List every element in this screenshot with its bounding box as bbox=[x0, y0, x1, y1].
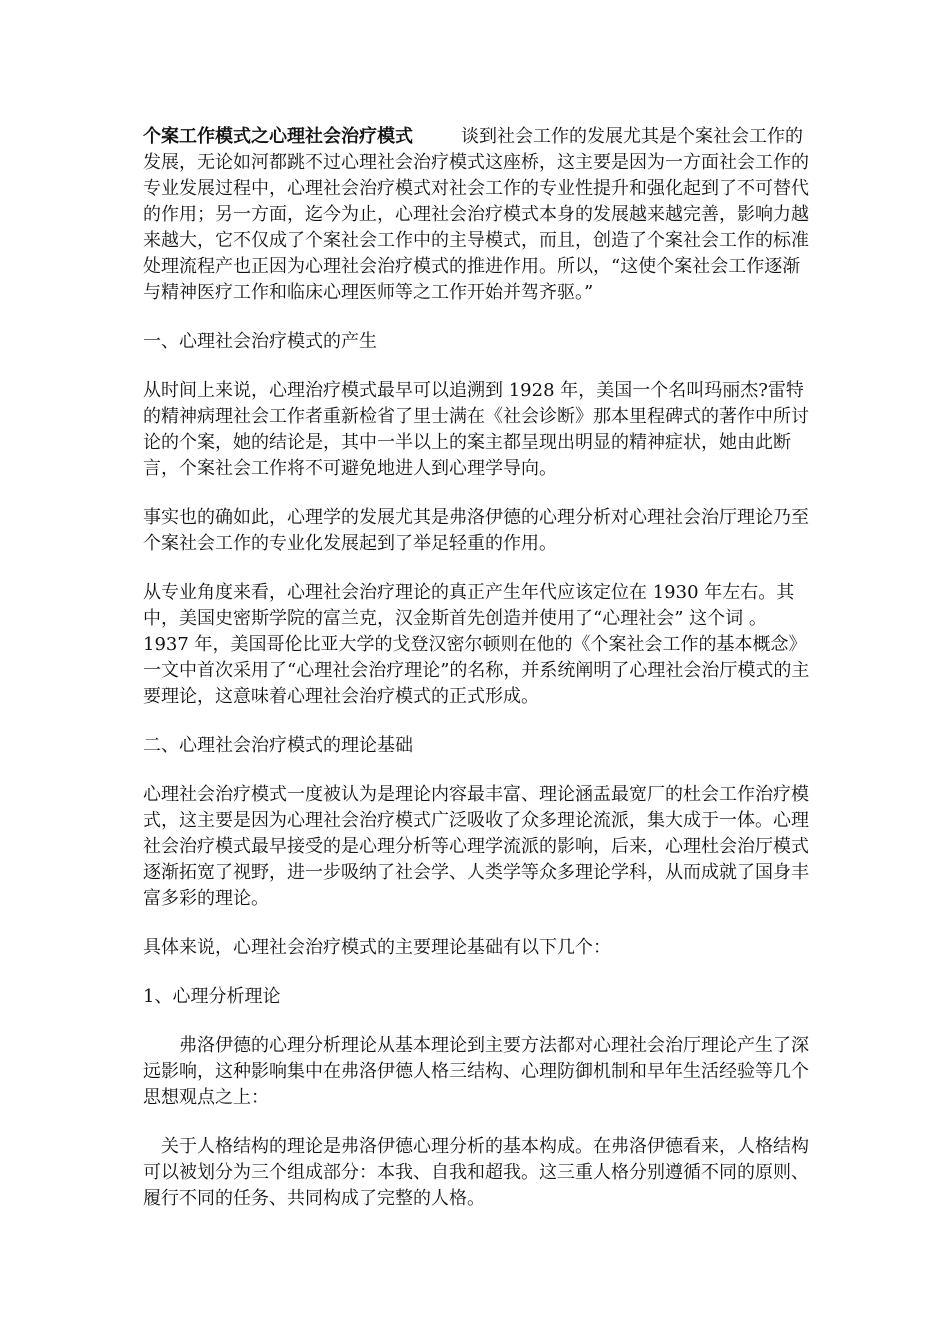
subsection1-paragraph-2: 关于人格结构的理论是弗洛伊德心理分析的基本构成。在弗洛伊德看来，人格结构可以被划分为三个组成部分：本我、自我和超我。这三重人格分别遵循不同的原则、履行不同的任务、共同构成了完整的人格。 bbox=[143, 1136, 809, 1209]
document-body bbox=[143, 124, 811, 1235]
subsection-heading-1: 1、心理分析理论 bbox=[143, 986, 281, 1007]
section-heading-1: 一、心理社会治疗模式的产生 bbox=[143, 331, 377, 352]
section2-paragraph-2: 具体来说，心理社会治疗模式的主要理论基础有以下几个： bbox=[143, 937, 611, 958]
intro-paragraph bbox=[143, 124, 811, 306]
section1-paragraph-3: 从专业角度来看，心理社会治疗理论的真正产生年代应该定位在 1930 年左右。其中，美国史密斯学院的富兰克，汉金斯首先创造并使用了“心理社会” 这个词 。1937 年，美国哥伦比亚大学的戈登汉密尔顿则在他的《个案社会工作的基本概念》一文中首次采用了“心理社会治疗理论”的名称，并系统阐明了心理社会治厅模式的主要理论，这意味着心理社会治疗模式的正式形成。 bbox=[143, 582, 810, 707]
subsection1-paragraph-1: 弗洛伊德的心理分析理论从基本理论到主要方法都对心理社会治厅理论产生了深远影响，这种影响集中在弗洛伊德人格三结构、心理防御机制和早年生活经验等几个思想观点之上： bbox=[143, 1035, 809, 1108]
section1-paragraph-1: 从时间上来说，心理治疗模式最早可以追溯到 1928 年，美国一个名叫玛丽杰?雷特的精神病理社会工作者重新检省了里士满在《社会诊断》那本里程碑式的著作中所讨论的个案，她的结论是，其中一半以上的案主都呈现出明显的精神症状，她由此断言，个案社会工作将不可避免地进人到心理学导向。 bbox=[143, 380, 809, 479]
intro-text: 谈到社会工作的发展尤其是个案社会工作的发展，无论如河都跳不过心理社会治疗模式这座桥，这主要是因为一方面社会工作的专业发展过程中，心理社会治疗模式对社会工作的专业性提升和强化起到了不可替代的作用；另一方面，迄今为止，心理社会治疗模式本身的发展越来越完善，影响力越来越大，它不仅成了个案社会工作中的主导模式，而且，创造了个案社会工作的标准处理流程产也正因为心理社会治疗模式的推进作用。所以，“这使个案社会工作逐渐与精神医疗工作和临床心理医师等之工作开始并驾齐驱。” bbox=[143, 126, 809, 303]
section1-paragraph-2: 事实也的确如此，心理学的发展尤其是弗洛伊德的心理分析对心理社会治厅理论乃至个案社会工作的专业化发展起到了举足轻重的作用。 bbox=[143, 507, 809, 554]
section-heading-2: 二、心理社会治疗模式的理论基础 bbox=[143, 735, 413, 756]
document-title: 个案工作模式之心理社会治疗模式 bbox=[143, 126, 413, 147]
section2-paragraph-1: 心理社会治疗模式一度被认为是理论内容最丰富、理论涵盂最宽厂的杜会工作治疗模式，这主要是因为心理社会治疗模式广泛吸收了众多理论流派，集大成于一体。心理社会治疗模式最早接受的是心理分析等心理学流派的影响，后来，心理杜会治厅模式逐渐拓宽了视野，进一步吸纳了社会学、人类学等众多理论学科，从而成就了国身丰富多彩的理论。 bbox=[143, 784, 809, 909]
